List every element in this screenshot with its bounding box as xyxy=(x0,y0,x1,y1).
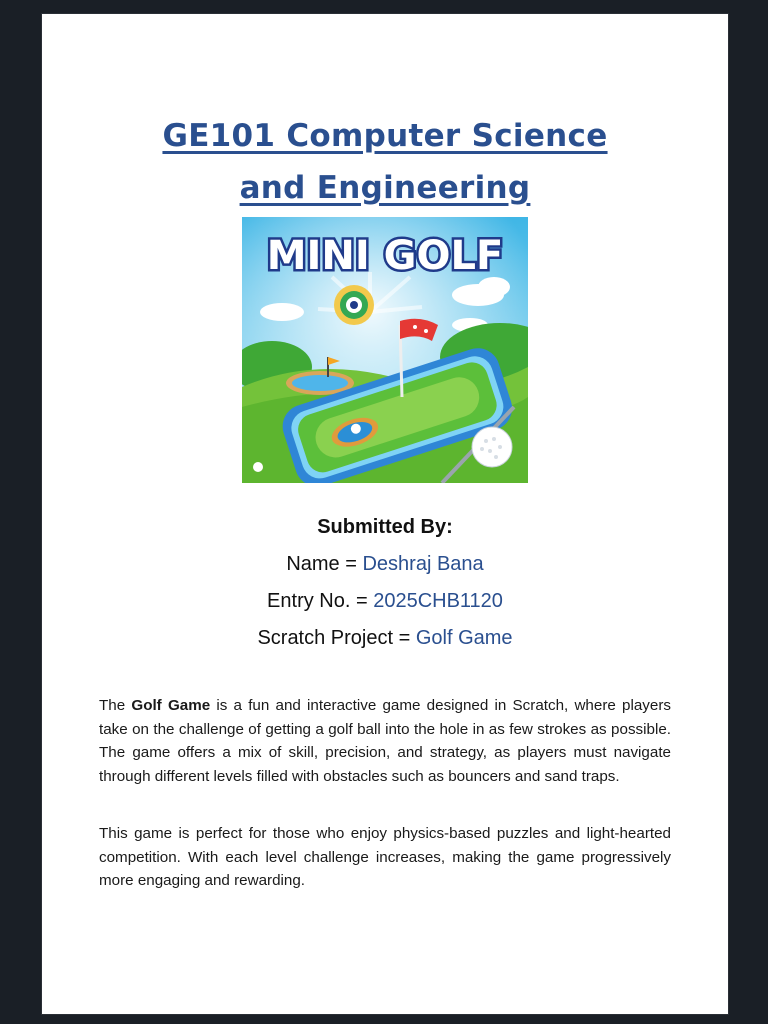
entry-label: Entry No. = xyxy=(267,590,374,612)
document-page xyxy=(42,14,728,1014)
paragraph-1-intro: The xyxy=(99,697,132,714)
name-label: Name = xyxy=(286,553,363,575)
project-label: Scratch Project = xyxy=(257,627,416,649)
entry-value: 2025CHB1120 xyxy=(373,590,503,612)
paragraph-1-bold: Golf Game xyxy=(131,697,211,714)
name-value: Deshraj Bana xyxy=(362,553,484,575)
mini-golf-illustration xyxy=(242,217,528,483)
mini-golf-logo: MINI GOLF xyxy=(266,233,504,279)
entry-number-line xyxy=(42,590,728,613)
name-line xyxy=(42,553,728,576)
mini-golf-cover-image xyxy=(242,217,528,483)
document-title-line-1: GE101 Computer Science xyxy=(162,118,608,154)
description-paragraph-1 xyxy=(99,694,671,788)
project-value: Golf Game xyxy=(415,627,513,649)
paragraph-1-rest: is a fun and interactive game designed in Scratch, where players take on the challenge of getting a golf ball into the hole in as few strokes as possible. The game offers a mix of skill, precision, and strategy, as players must navigate through different levels filled with obstacles such as bouncers and sand traps. xyxy=(99,697,671,785)
scratch-project-line xyxy=(42,627,728,650)
description-paragraph-2: This game is perfect for those who enjoy physics-based puzzles and light-hearted competition. With each level challenge increases, making the game progressively more engaging and rewarding. xyxy=(99,825,671,890)
document-title-line-2: and Engineering xyxy=(239,170,531,206)
submitted-by-heading: Submitted By: xyxy=(317,516,453,538)
